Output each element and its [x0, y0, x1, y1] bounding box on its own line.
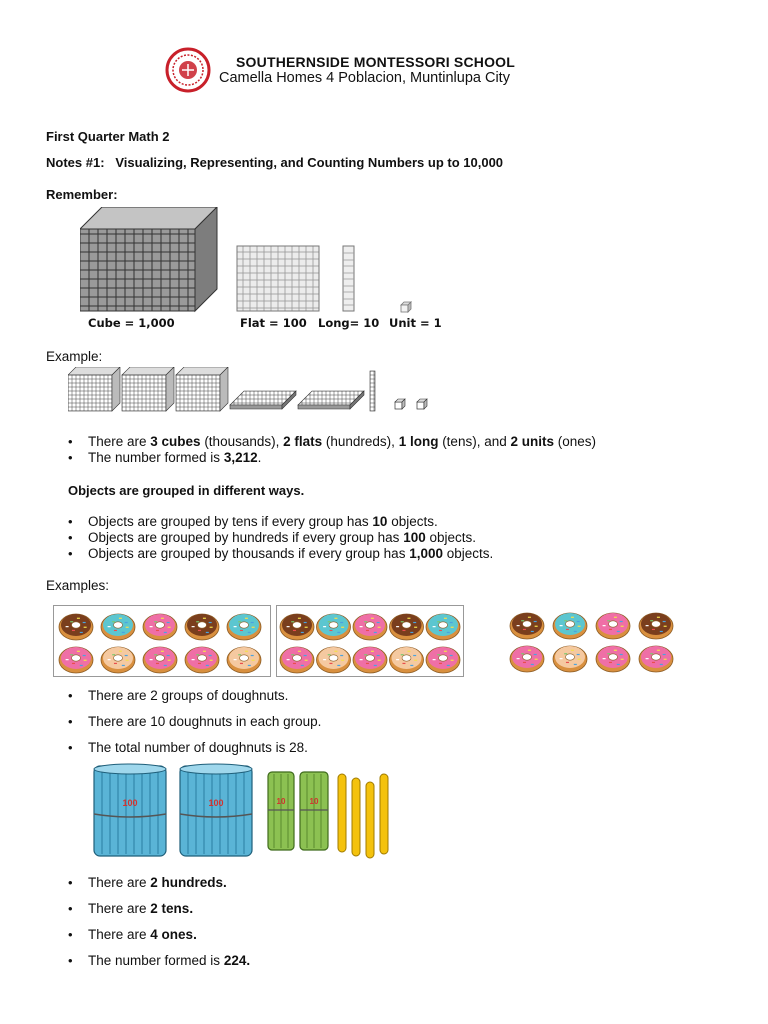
doughnut-icon: [553, 646, 587, 672]
examples-heading: Examples:: [46, 578, 110, 593]
bullet-number-formed: • The number formed is 3,212.: [64, 450, 744, 466]
ten-bundle-1: [268, 772, 294, 850]
ten-bundle-2: [300, 772, 328, 850]
doughnut-icon: [510, 613, 544, 639]
flat-label: Flat = 100: [240, 316, 307, 330]
doughnut-icon: [227, 647, 261, 673]
notes-title: Visualizing, Representing, and Counting Numbers up to 10,000: [115, 155, 504, 170]
doughnut-icon: [390, 647, 424, 673]
doughnut-icon: [426, 647, 460, 673]
doughnut-icon: [280, 647, 314, 673]
example-heading: Example:: [46, 349, 103, 364]
doughnut-icon: [101, 647, 135, 673]
doughnut-icon: [553, 613, 587, 639]
bundle-label-10-a: 10: [276, 797, 286, 806]
doughnut-icon: [280, 614, 314, 640]
bullet-counts: • There are 3 cubes (thousands), 2 flats (hundreds), 1 long (tens), and 2 units (ones): [64, 434, 744, 450]
hundred-bundle-2: [180, 764, 252, 856]
grouping-bullets: [64, 514, 744, 562]
doughnut-icon: [639, 613, 673, 639]
bullet-ones-count: • There are 4 ones.: [64, 927, 744, 943]
school-name: SOUTHERNSIDE MONTESSORI SCHOOL: [236, 54, 516, 70]
doughnut-icon: [59, 614, 93, 640]
bullet-tens-count: • There are 2 tens.: [64, 901, 744, 917]
bullet-total: • The total number of doughnuts is 28.: [64, 740, 744, 756]
doughnut-loose: [505, 605, 685, 675]
example2-bullets: [64, 688, 744, 756]
doughnut-icon: [143, 647, 177, 673]
bullet-hundreds: • Objects are grouped by hundreds if every group has 100 objects.: [64, 530, 744, 546]
cube-label: Cube = 1,000: [88, 316, 175, 330]
school-seal-icon: [165, 47, 211, 93]
remember-heading: Remember:: [46, 187, 118, 202]
doughnut-group-2: [276, 605, 464, 677]
example3-bullets: [64, 875, 744, 969]
doughnut-icon: [426, 614, 460, 640]
doughnut-icon: [353, 614, 387, 640]
bundle-label-100-b: 100: [208, 798, 224, 808]
hundred-bundle-1: [94, 764, 166, 856]
bundle-label-10-b: 10: [309, 797, 319, 806]
unit-label: Unit = 1: [389, 316, 442, 330]
doughnut-icon: [317, 614, 351, 640]
doughnut-icon: [596, 646, 630, 672]
thousand-cube-block: [80, 207, 220, 313]
bullet-hundreds-count: • There are 2 hundreds.: [64, 875, 744, 891]
notes-label: Notes #1:: [46, 155, 105, 170]
subject-title: First Quarter Math 2: [46, 129, 170, 144]
hundred-flat-block: [236, 245, 322, 313]
grouping-heading: Objects are grouped in different ways.: [68, 483, 305, 498]
stick-bundles: [88, 762, 398, 862]
bullet-each-group: • There are 10 doughnuts in each group.: [64, 714, 744, 730]
doughnut-icon: [510, 646, 544, 672]
doughnut-icon: [59, 647, 93, 673]
bundle-label-100-a: 100: [122, 798, 138, 808]
doughnut-group-1: [53, 605, 271, 677]
doughnut-icon: [143, 614, 177, 640]
doughnut-icon: [185, 614, 219, 640]
example1-bullets: [64, 434, 744, 466]
small-cube-1: [68, 367, 120, 411]
doughnut-icon: [390, 614, 424, 640]
unit-block: [400, 301, 412, 313]
example-blocks-3212: [68, 367, 438, 415]
doughnut-icon: [353, 647, 387, 673]
one-sticks: [338, 774, 388, 858]
doughnut-icon: [639, 646, 673, 672]
bullet-groups: • There are 2 groups of doughnuts.: [64, 688, 744, 704]
bullet-thousands: • Objects are grouped by thousands if every group has 1,000 objects.: [64, 546, 744, 562]
school-address: Camella Homes 4 Poblacion, Muntinlupa City: [219, 70, 510, 86]
notes-title-line: [46, 155, 503, 170]
doughnut-icon: [185, 647, 219, 673]
doughnut-icon: [101, 614, 135, 640]
bullet-tens: • Objects are grouped by tens if every group has 10 objects.: [64, 514, 744, 530]
ten-long-block: [342, 245, 356, 313]
long-label: Long= 10: [318, 316, 380, 330]
doughnut-icon: [227, 614, 261, 640]
doughnut-icon: [317, 647, 351, 673]
doughnut-icon: [596, 613, 630, 639]
bullet-number-224: • The number formed is 224.: [64, 953, 744, 969]
